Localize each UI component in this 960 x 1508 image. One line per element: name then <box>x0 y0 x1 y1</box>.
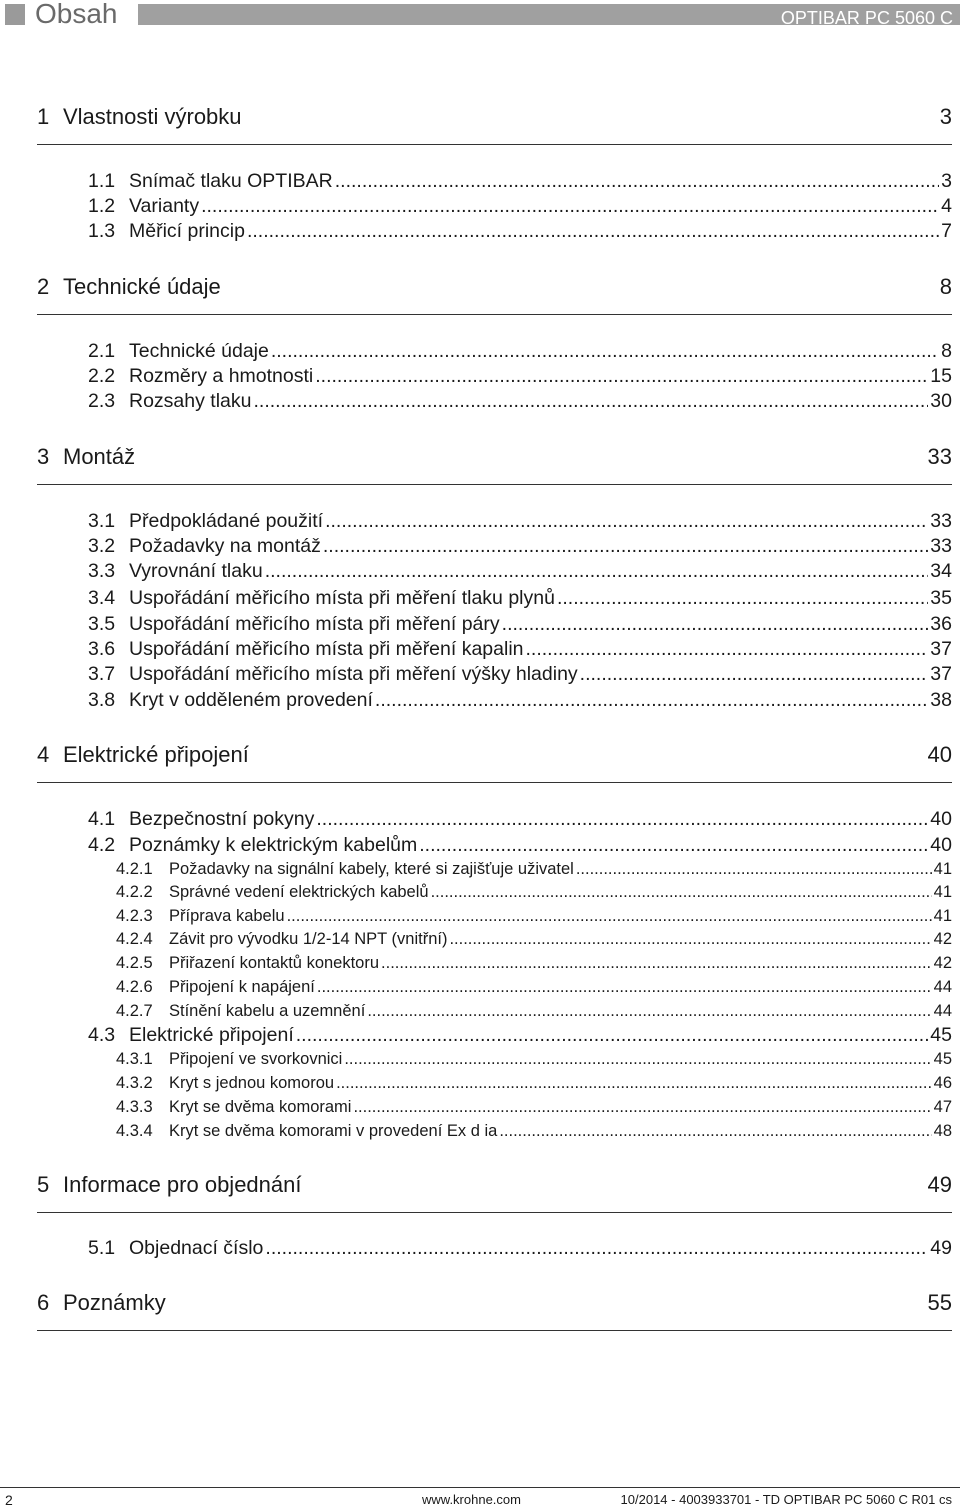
chapter-title: Technické údaje <box>63 274 221 299</box>
subentry-title: Správné vedení elektrických kabelů <box>169 883 429 901</box>
toc-chapter[interactable] <box>37 444 952 485</box>
subentry-number: 4.3.3 <box>116 1098 153 1116</box>
subentry-title: Závit pro vývodku 1/2-14 NPT (vnitřní) <box>169 930 448 948</box>
entry-title: Uspořádání měřicího místa při měření výšky hladiny <box>129 663 578 685</box>
chapter-number: 5 <box>37 1172 50 1197</box>
chapter-title: Poznámky <box>63 1290 166 1315</box>
entry-number: 3.6 <box>88 638 116 660</box>
subentry-page: 47 <box>933 1098 952 1116</box>
entry-number: 3.2 <box>88 535 116 557</box>
subentry-number: 4.3.2 <box>116 1074 153 1092</box>
chapter-page: 8 <box>939 274 952 299</box>
toc-chapter[interactable] <box>37 742 952 783</box>
entry-page: 37 <box>930 663 952 685</box>
entry-number: 3.1 <box>88 510 116 532</box>
subentry-page: 46 <box>933 1074 952 1092</box>
toc-entry[interactable] <box>88 808 952 830</box>
dot-leader <box>526 638 929 660</box>
dot-leader <box>323 535 928 557</box>
subentry-number: 4.2.4 <box>116 930 153 948</box>
entry-title: Předpokládané použití <box>129 510 324 532</box>
subentry-number: 4.3.4 <box>116 1122 153 1140</box>
entry-number: 1.1 <box>88 170 116 192</box>
subentry-title: Kryt s jednou komorou <box>169 1074 335 1092</box>
entry-page: 4 <box>941 195 952 217</box>
dot-leader <box>431 882 932 902</box>
entry-title: Technické údaje <box>129 340 269 362</box>
toc-subentry[interactable] <box>116 906 952 926</box>
toc-entry[interactable] <box>88 587 952 609</box>
entry-page: 34 <box>930 560 952 582</box>
entry-page: 7 <box>941 220 952 242</box>
footer-rule <box>0 1487 960 1488</box>
chapter-number: 1 <box>37 104 50 129</box>
toc-entry[interactable] <box>88 510 952 532</box>
entry-number: 1.2 <box>88 195 116 217</box>
dot-leader <box>335 170 939 192</box>
entry-number: 3.5 <box>88 613 116 635</box>
entry-page: 33 <box>930 510 952 532</box>
entry-title: Uspořádání měřicího místa při měření kapalin <box>129 638 524 660</box>
subentry-title: Kryt se dvěma komorami <box>169 1098 352 1116</box>
entry-title: Snímač tlaku OPTIBAR <box>129 170 333 192</box>
entry-page: 35 <box>930 587 952 609</box>
subentry-title: Stínění kabelu a uzemnění <box>169 1002 366 1020</box>
subentry-number: 4.2.3 <box>116 907 153 925</box>
entry-number: 3.8 <box>88 689 116 711</box>
toc-entry[interactable] <box>88 1237 952 1259</box>
subentry-page: 45 <box>933 1050 952 1068</box>
entry-page: 36 <box>930 613 952 635</box>
dot-leader <box>557 587 928 609</box>
dot-leader <box>353 1097 931 1117</box>
subentry-page: 48 <box>933 1122 952 1140</box>
page-footer <box>0 1484 960 1508</box>
entry-page: 37 <box>930 638 952 660</box>
dot-leader <box>317 977 932 997</box>
toc-entry[interactable] <box>88 663 952 685</box>
subentry-title: Přiřazení kontaktů konektoru <box>169 954 380 972</box>
toc-chapter[interactable] <box>37 274 952 315</box>
entry-page: 40 <box>930 834 952 856</box>
subentry-number: 4.2.7 <box>116 1002 153 1020</box>
subentry-page: 44 <box>933 1002 952 1020</box>
entry-number: 2.3 <box>88 390 116 412</box>
entry-title: Vyrovnání tlaku <box>129 560 263 582</box>
toc-subentry[interactable] <box>116 929 952 949</box>
toc-entry[interactable] <box>88 613 952 635</box>
toc-subentry[interactable] <box>116 1121 952 1141</box>
subentry-page: 42 <box>933 954 952 972</box>
dot-leader <box>315 365 928 387</box>
subentry-page: 41 <box>933 860 952 878</box>
footer-website: www.krohne.com <box>422 1492 521 1507</box>
toc-entry[interactable] <box>88 220 952 242</box>
entry-number: 2.1 <box>88 340 116 362</box>
entry-number: 3.4 <box>88 587 116 609</box>
toc-subentry[interactable] <box>116 1073 952 1093</box>
dot-leader <box>287 906 932 926</box>
dot-leader <box>325 510 928 532</box>
dot-leader <box>375 689 928 711</box>
dot-leader <box>381 953 932 973</box>
toc-entry[interactable] <box>88 689 952 711</box>
chapter-number: 2 <box>37 274 50 299</box>
subentry-title: Připojení k napájení <box>169 978 315 996</box>
footer-page-number: 2 <box>5 1492 13 1508</box>
dot-leader <box>580 663 929 685</box>
toc-chapter[interactable] <box>37 1290 952 1331</box>
dot-leader <box>265 1237 928 1259</box>
entry-title: Bezpečnostní pokyny <box>129 808 315 830</box>
dot-leader <box>316 808 928 830</box>
subentry-title: Kryt se dvěma komorami v provedení Ex d ia <box>169 1122 498 1140</box>
entry-number: 4.2 <box>88 834 116 856</box>
entry-page: 40 <box>930 808 952 830</box>
entry-number: 1.3 <box>88 220 116 242</box>
chapter-title: Vlastnosti výrobku <box>63 104 242 129</box>
toc-subentry[interactable] <box>116 859 952 879</box>
dot-leader <box>271 340 939 362</box>
toc-subentry[interactable] <box>116 1097 952 1117</box>
subentry-title: Požadavky na signální kabely, které si zajišťuje uživatel <box>169 860 574 878</box>
entry-title: Kryt v odděleném provedení <box>129 689 373 711</box>
toc-entry[interactable] <box>88 195 952 217</box>
header-bar <box>138 4 960 28</box>
dot-leader <box>253 390 928 412</box>
entry-title: Elektrické připojení <box>129 1024 294 1046</box>
entry-page: 38 <box>930 689 952 711</box>
entry-page: 3 <box>941 170 952 192</box>
subentry-number: 4.2.6 <box>116 978 153 996</box>
entry-title: Rozměry a hmotnosti <box>129 365 314 387</box>
toc-subentry[interactable] <box>116 977 952 997</box>
entry-number: 4.3 <box>88 1024 116 1046</box>
dot-leader <box>419 834 928 856</box>
toc-subentry[interactable] <box>116 1001 952 1021</box>
subentry-title: Příprava kabelu <box>169 907 285 925</box>
header-product-name: OPTIBAR PC 5060 C <box>780 8 953 28</box>
dot-leader <box>576 859 932 879</box>
dot-leader <box>499 1121 931 1141</box>
subentry-page: 42 <box>933 930 952 948</box>
chapter-title: Elektrické připojení <box>63 742 249 767</box>
toc-entry[interactable] <box>88 1024 952 1046</box>
entry-number: 4.1 <box>88 808 116 830</box>
dot-leader <box>336 1073 932 1093</box>
dot-leader <box>201 195 939 217</box>
dot-leader <box>367 1001 931 1021</box>
chapter-number: 3 <box>37 444 50 469</box>
entry-title: Uspořádání měřicího místa při měření tlaku plynů <box>129 587 555 609</box>
dot-leader <box>344 1049 931 1069</box>
chapter-page: 3 <box>939 104 952 129</box>
entry-page: 30 <box>930 390 952 412</box>
entry-number: 3.7 <box>88 663 116 685</box>
subentry-number: 4.2.5 <box>116 954 153 972</box>
chapter-page: 55 <box>927 1290 952 1315</box>
dot-leader <box>247 220 939 242</box>
toc-subentry[interactable] <box>116 953 952 973</box>
toc-entry[interactable] <box>88 365 952 387</box>
entry-title: Objednací číslo <box>129 1237 264 1259</box>
chapter-page: 49 <box>927 1172 952 1197</box>
entry-page: 8 <box>941 340 952 362</box>
toc-subentry[interactable] <box>116 882 952 902</box>
toc-chapter[interactable] <box>37 104 952 145</box>
entry-title: Rozsahy tlaku <box>129 390 252 412</box>
entry-page: 49 <box>930 1237 952 1259</box>
entry-page: 33 <box>930 535 952 557</box>
toc-entry[interactable] <box>88 340 952 362</box>
page-title: Obsah <box>35 0 118 29</box>
subentry-number: 4.2.2 <box>116 883 153 901</box>
page-header <box>0 0 960 30</box>
entry-number: 3.3 <box>88 560 116 582</box>
entry-number: 5.1 <box>88 1237 116 1259</box>
subentry-number: 4.3.1 <box>116 1050 153 1068</box>
chapter-title: Montáž <box>63 444 136 469</box>
subentry-page: 41 <box>933 883 952 901</box>
dot-leader <box>265 560 929 582</box>
entry-number: 2.2 <box>88 365 116 387</box>
dot-leader <box>502 613 929 635</box>
entry-page: 15 <box>930 365 952 387</box>
footer-document-id: 10/2014 - 4003933701 - TD OPTIBAR PC 5060 C R01 cs <box>620 1492 952 1507</box>
chapter-title: Informace pro objednání <box>63 1172 302 1197</box>
subentry-title: Připojení ve svorkovnici <box>169 1050 343 1068</box>
dot-leader <box>296 1024 929 1046</box>
chapter-number: 6 <box>37 1290 50 1315</box>
entry-title: Varianty <box>129 195 200 217</box>
subentry-number: 4.2.1 <box>116 860 153 878</box>
subentry-page: 44 <box>933 978 952 996</box>
chapter-page: 33 <box>927 444 952 469</box>
entry-title: Poznámky k elektrickým kabelům <box>129 834 418 856</box>
subentry-page: 41 <box>933 907 952 925</box>
entry-page: 45 <box>930 1024 952 1046</box>
entry-title: Měřicí princip <box>129 220 245 242</box>
toc-subentry[interactable] <box>116 1049 952 1069</box>
toc-entry[interactable] <box>88 834 952 856</box>
toc-entry[interactable] <box>88 390 952 412</box>
entry-title: Uspořádání měřicího místa při měření páry <box>129 613 500 635</box>
dot-leader <box>449 929 931 949</box>
chapter-page: 40 <box>927 742 952 767</box>
header-square-marker <box>5 4 25 25</box>
toc-chapter[interactable] <box>37 1172 952 1213</box>
toc-entry[interactable] <box>88 170 952 192</box>
entry-title: Požadavky na montáž <box>129 535 321 557</box>
toc-entry[interactable] <box>88 560 952 582</box>
chapter-number: 4 <box>37 742 50 767</box>
toc-entry[interactable] <box>88 638 952 660</box>
toc-entry[interactable] <box>88 535 952 557</box>
